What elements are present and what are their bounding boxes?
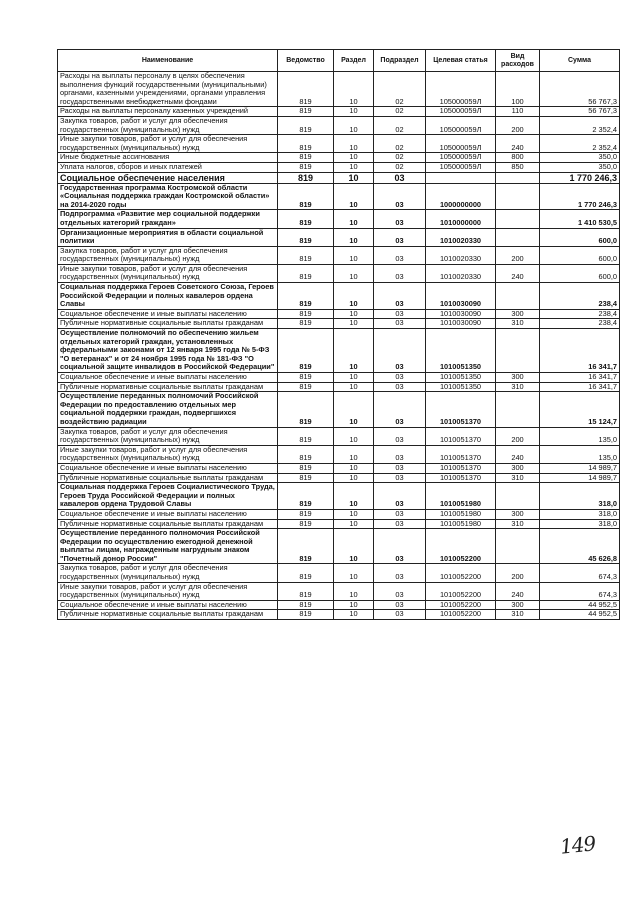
row-section: 10 <box>334 582 374 600</box>
row-department: 819 <box>278 309 334 319</box>
row-department: 819 <box>278 509 334 519</box>
row-amount: 45 626,8 <box>540 529 620 564</box>
row-target-item: 105000059Л <box>426 135 496 153</box>
row-name: Иные закупки товаров, работ и услуг для обеспечения государственных (муниципальных) нужд <box>58 445 278 463</box>
row-department: 819 <box>278 373 334 383</box>
row-subsection: 03 <box>374 529 426 564</box>
row-department: 819 <box>278 529 334 564</box>
row-target-item: 1000000000 <box>426 183 496 210</box>
table-row <box>58 373 620 383</box>
table-row <box>58 509 620 519</box>
row-name: Организационные мероприятия в области социальной политики <box>58 228 278 246</box>
row-section: 10 <box>334 610 374 620</box>
row-section: 10 <box>334 445 374 463</box>
row-subsection: 02 <box>374 107 426 117</box>
row-name: Иные закупки товаров, работ и услуг для обеспечения государственных (муниципальных) нужд <box>58 264 278 282</box>
row-target-item: 1010051370 <box>426 392 496 427</box>
table-row <box>58 610 620 620</box>
table-row <box>58 153 620 163</box>
row-section: 10 <box>334 329 374 373</box>
row-target-item: 1010052200 <box>426 610 496 620</box>
row-expense-type: 310 <box>496 319 540 329</box>
row-subsection: 03 <box>374 210 426 228</box>
row-department: 819 <box>278 72 334 107</box>
row-amount: 238,4 <box>540 283 620 310</box>
row-target-item: 105000059Л <box>426 72 496 107</box>
row-expense-type <box>496 172 540 183</box>
row-target-item: 1010051370 <box>426 427 496 445</box>
header-subsection: Подраздел <box>374 50 426 72</box>
row-name: Осуществление полномочий по обеспечению жильем отдельных категорий граждан, установленных федеральными законами от 12 января 1995 года № 5-ФЗ "О ветеранах" и от 24 ноября 1995 года № 181-ФЗ "О социальной защите инвалидов в Российской Федерации" <box>58 329 278 373</box>
row-amount: 2 352,4 <box>540 116 620 134</box>
row-name: Социальное обеспечение и иные выплаты населению <box>58 600 278 610</box>
header-name: Наименование <box>58 50 278 72</box>
row-target-item: 1010051350 <box>426 373 496 383</box>
row-amount: 350,0 <box>540 162 620 172</box>
row-section: 10 <box>334 210 374 228</box>
row-section: 10 <box>334 564 374 582</box>
row-expense-type: 300 <box>496 309 540 319</box>
row-amount: 44 952,5 <box>540 600 620 610</box>
row-name: Закупка товаров, работ и услуг для обеспечения государственных (муниципальных) нужд <box>58 427 278 445</box>
row-expense-type: 240 <box>496 445 540 463</box>
row-target-item: 105000059Л <box>426 153 496 163</box>
header-expense-type: Вид расходов <box>496 50 540 72</box>
row-department: 819 <box>278 210 334 228</box>
row-section: 10 <box>334 72 374 107</box>
row-section: 10 <box>334 319 374 329</box>
table-row <box>58 445 620 463</box>
table-row <box>58 135 620 153</box>
row-target-item: 1010051350 <box>426 329 496 373</box>
row-department: 819 <box>278 610 334 620</box>
row-amount: 238,4 <box>540 309 620 319</box>
row-target-item: 1010020330 <box>426 246 496 264</box>
row-department: 819 <box>278 264 334 282</box>
row-department: 819 <box>278 582 334 600</box>
row-name: Социальная поддержка Героев Социалистического Труда, Героев Труда Российской Федерации и полных кавалеров ордена Трудовой Славы <box>58 483 278 510</box>
table-row <box>58 228 620 246</box>
row-amount: 600,0 <box>540 246 620 264</box>
row-department: 819 <box>278 107 334 117</box>
row-expense-type: 850 <box>496 162 540 172</box>
row-section: 10 <box>334 183 374 210</box>
row-section: 10 <box>334 172 374 183</box>
row-target-item: 1010051980 <box>426 509 496 519</box>
row-expense-type: 110 <box>496 107 540 117</box>
row-amount: 135,0 <box>540 445 620 463</box>
table-row <box>58 483 620 510</box>
row-amount: 674,3 <box>540 564 620 582</box>
table-row <box>58 162 620 172</box>
row-subsection: 03 <box>374 319 426 329</box>
row-target-item: 105000059Л <box>426 162 496 172</box>
row-name: Закупка товаров, работ и услуг для обеспечения государственных (муниципальных) нужд <box>58 116 278 134</box>
row-subsection: 03 <box>374 564 426 582</box>
row-expense-type: 200 <box>496 564 540 582</box>
table-row <box>58 72 620 107</box>
row-department: 819 <box>278 283 334 310</box>
row-subsection: 03 <box>374 246 426 264</box>
row-expense-type: 240 <box>496 264 540 282</box>
row-section: 10 <box>334 473 374 483</box>
row-section: 10 <box>334 309 374 319</box>
row-target-item: 1010030090 <box>426 283 496 310</box>
row-name: Публичные нормативные социальные выплаты гражданам <box>58 610 278 620</box>
row-department: 819 <box>278 162 334 172</box>
row-amount: 318,0 <box>540 519 620 529</box>
row-section: 10 <box>334 392 374 427</box>
row-subsection: 02 <box>374 116 426 134</box>
row-name: Осуществление переданного полномочия Российской Федерации по осуществлению ежегодной денежной выплаты лицам, награжденным нагрудным знаком "Почетный донор России" <box>58 529 278 564</box>
row-expense-type <box>496 210 540 228</box>
row-department: 819 <box>278 564 334 582</box>
row-name: Уплата налогов, сборов и иных платежей <box>58 162 278 172</box>
row-department: 819 <box>278 600 334 610</box>
row-section: 10 <box>334 153 374 163</box>
row-amount: 16 341,7 <box>540 373 620 383</box>
row-section: 10 <box>334 135 374 153</box>
row-section: 10 <box>334 483 374 510</box>
row-amount: 56 767,3 <box>540 72 620 107</box>
row-department: 819 <box>278 228 334 246</box>
row-department: 819 <box>278 519 334 529</box>
row-amount: 318,0 <box>540 509 620 519</box>
row-target-item: 105000059Л <box>426 116 496 134</box>
header-amount: Сумма <box>540 50 620 72</box>
table-row <box>58 283 620 310</box>
row-expense-type: 300 <box>496 373 540 383</box>
row-expense-type <box>496 529 540 564</box>
row-subsection: 02 <box>374 153 426 163</box>
row-amount: 350,0 <box>540 153 620 163</box>
row-name: Иные закупки товаров, работ и услуг для обеспечения государственных (муниципальных) нужд <box>58 135 278 153</box>
row-name: Иные бюджетные ассигнования <box>58 153 278 163</box>
row-expense-type: 240 <box>496 135 540 153</box>
row-amount: 16 341,7 <box>540 382 620 392</box>
row-subsection: 03 <box>374 582 426 600</box>
row-subsection: 03 <box>374 427 426 445</box>
row-target-item: 105000059Л <box>426 107 496 117</box>
row-name: Закупка товаров, работ и услуг для обеспечения государственных (муниципальных) нужд <box>58 246 278 264</box>
row-name: Подпрограмма «Развитие мер социальной поддержки отдельных категорий граждан» <box>58 210 278 228</box>
row-amount: 318,0 <box>540 483 620 510</box>
row-expense-type: 310 <box>496 382 540 392</box>
row-name: Публичные нормативные социальные выплаты гражданам <box>58 382 278 392</box>
row-amount: 1 770 246,3 <box>540 172 620 183</box>
row-section: 10 <box>334 373 374 383</box>
table-row <box>58 519 620 529</box>
row-expense-type <box>496 183 540 210</box>
table-row <box>58 382 620 392</box>
row-section: 10 <box>334 600 374 610</box>
row-expense-type: 200 <box>496 246 540 264</box>
row-subsection: 03 <box>374 509 426 519</box>
table-row <box>58 473 620 483</box>
table-row <box>58 246 620 264</box>
row-name: Закупка товаров, работ и услуг для обеспечения государственных (муниципальных) нужд <box>58 564 278 582</box>
budget-table <box>57 49 620 620</box>
row-name: Социальное обеспечение и иные выплаты населению <box>58 463 278 473</box>
row-expense-type: 100 <box>496 72 540 107</box>
row-subsection: 03 <box>374 519 426 529</box>
row-department: 819 <box>278 153 334 163</box>
row-expense-type <box>496 283 540 310</box>
table-row <box>58 319 620 329</box>
row-target-item: 1010051370 <box>426 463 496 473</box>
row-target-item: 1010052200 <box>426 564 496 582</box>
row-section: 10 <box>334 264 374 282</box>
table-row <box>58 309 620 319</box>
row-subsection: 03 <box>374 610 426 620</box>
row-target-item: 1010000000 <box>426 210 496 228</box>
row-amount: 135,0 <box>540 427 620 445</box>
row-department: 819 <box>278 445 334 463</box>
row-section: 10 <box>334 162 374 172</box>
row-subsection: 03 <box>374 329 426 373</box>
row-amount: 2 352,4 <box>540 135 620 153</box>
row-target-item: 1010051350 <box>426 382 496 392</box>
row-target-item: 1010020330 <box>426 264 496 282</box>
row-department: 819 <box>278 183 334 210</box>
table-row <box>58 600 620 610</box>
row-target-item: 1010051370 <box>426 445 496 463</box>
row-section: 10 <box>334 107 374 117</box>
row-subsection: 03 <box>374 183 426 210</box>
row-subsection: 02 <box>374 72 426 107</box>
row-expense-type: 310 <box>496 610 540 620</box>
row-name: Социальная поддержка Героев Советского Союза, Героев Российской Федерации и полных кавалеров ордена Славы <box>58 283 278 310</box>
row-name: Расходы на выплаты персоналу казенных учреждений <box>58 107 278 117</box>
header-target-item: Целевая статья <box>426 50 496 72</box>
row-name: Иные закупки товаров, работ и услуг для обеспечения государственных (муниципальных) нужд <box>58 582 278 600</box>
row-subsection: 03 <box>374 600 426 610</box>
row-expense-type <box>496 228 540 246</box>
row-department: 819 <box>278 473 334 483</box>
row-section: 10 <box>334 509 374 519</box>
row-section: 10 <box>334 382 374 392</box>
table-row <box>58 582 620 600</box>
row-section: 10 <box>334 519 374 529</box>
row-expense-type: 200 <box>496 116 540 134</box>
row-amount: 14 989,7 <box>540 463 620 473</box>
row-amount: 14 989,7 <box>540 473 620 483</box>
table-body <box>58 72 620 620</box>
row-subsection: 03 <box>374 228 426 246</box>
row-expense-type <box>496 392 540 427</box>
table-row <box>58 264 620 282</box>
row-name: Социальное обеспечение населения <box>58 172 278 183</box>
row-target-item: 1010052200 <box>426 529 496 564</box>
row-subsection: 03 <box>374 382 426 392</box>
row-amount: 600,0 <box>540 264 620 282</box>
row-section: 10 <box>334 228 374 246</box>
row-section: 10 <box>334 283 374 310</box>
row-target-item: 1010052200 <box>426 600 496 610</box>
row-department: 819 <box>278 382 334 392</box>
table-row <box>58 392 620 427</box>
row-section: 10 <box>334 529 374 564</box>
row-target-item: 1010051370 <box>426 473 496 483</box>
row-target-item: 1010051980 <box>426 483 496 510</box>
row-amount: 1 410 530,5 <box>540 210 620 228</box>
row-expense-type: 240 <box>496 582 540 600</box>
row-department: 819 <box>278 172 334 183</box>
table-row <box>58 116 620 134</box>
row-target-item: 1010020330 <box>426 228 496 246</box>
row-subsection: 03 <box>374 483 426 510</box>
row-name: Государственная программа Костромской области «Социальная поддержка граждан Костромской области» на 2014-2020 годы <box>58 183 278 210</box>
row-name: Публичные нормативные социальные выплаты гражданам <box>58 519 278 529</box>
table-row <box>58 463 620 473</box>
row-target-item: 1010030090 <box>426 309 496 319</box>
row-amount: 1 770 246,3 <box>540 183 620 210</box>
table-row <box>58 329 620 373</box>
row-subsection: 03 <box>374 373 426 383</box>
row-subsection: 03 <box>374 463 426 473</box>
row-subsection: 03 <box>374 445 426 463</box>
row-department: 819 <box>278 246 334 264</box>
row-subsection: 03 <box>374 283 426 310</box>
row-expense-type: 310 <box>496 473 540 483</box>
row-expense-type <box>496 483 540 510</box>
table-row <box>58 529 620 564</box>
table-header-row <box>58 50 620 72</box>
row-department: 819 <box>278 392 334 427</box>
row-amount: 15 124,7 <box>540 392 620 427</box>
row-subsection: 03 <box>374 473 426 483</box>
row-department: 819 <box>278 463 334 473</box>
row-name: Расходы на выплаты персоналу в целях обеспечения выполнения функций государственными (муниципальными) органами, казенными учреждениями, органами управления государственными внебюджетными фондами <box>58 72 278 107</box>
row-name: Социальное обеспечение и иные выплаты населению <box>58 309 278 319</box>
row-target-item: 1010030090 <box>426 319 496 329</box>
row-name: Публичные нормативные социальные выплаты гражданам <box>58 319 278 329</box>
row-department: 819 <box>278 483 334 510</box>
row-section: 10 <box>334 463 374 473</box>
row-expense-type <box>496 329 540 373</box>
row-name: Публичные нормативные социальные выплаты гражданам <box>58 473 278 483</box>
row-expense-type: 300 <box>496 600 540 610</box>
table-row <box>58 172 620 183</box>
row-name: Осуществление переданных полномочий Российской Федерации по предоставлению отдельных мер социальной поддержки граждан, подвергшихся воздействию радиации <box>58 392 278 427</box>
table-row <box>58 564 620 582</box>
row-amount: 44 952,5 <box>540 610 620 620</box>
budget-table-container <box>57 49 619 620</box>
row-expense-type: 300 <box>496 463 540 473</box>
row-expense-type: 300 <box>496 509 540 519</box>
row-section: 10 <box>334 427 374 445</box>
row-subsection: 02 <box>374 135 426 153</box>
row-amount: 674,3 <box>540 582 620 600</box>
row-name: Социальное обеспечение и иные выплаты населению <box>58 509 278 519</box>
page-number: 149 <box>558 831 597 859</box>
row-department: 819 <box>278 427 334 445</box>
table-row <box>58 427 620 445</box>
row-name: Социальное обеспечение и иные выплаты населению <box>58 373 278 383</box>
row-amount: 16 341,7 <box>540 329 620 373</box>
row-target-item: 1010051980 <box>426 519 496 529</box>
row-target-item <box>426 172 496 183</box>
row-subsection: 03 <box>374 264 426 282</box>
row-department: 819 <box>278 329 334 373</box>
row-target-item: 1010052200 <box>426 582 496 600</box>
row-department: 819 <box>278 135 334 153</box>
row-section: 10 <box>334 246 374 264</box>
row-subsection: 02 <box>374 162 426 172</box>
row-subsection: 03 <box>374 309 426 319</box>
table-row <box>58 183 620 210</box>
row-expense-type: 200 <box>496 427 540 445</box>
row-section: 10 <box>334 116 374 134</box>
row-department: 819 <box>278 319 334 329</box>
row-subsection: 03 <box>374 172 426 183</box>
table-row <box>58 210 620 228</box>
row-amount: 56 767,3 <box>540 107 620 117</box>
row-subsection: 03 <box>374 392 426 427</box>
row-expense-type: 310 <box>496 519 540 529</box>
table-row <box>58 107 620 117</box>
row-expense-type: 800 <box>496 153 540 163</box>
row-department: 819 <box>278 116 334 134</box>
header-department: Ведомство <box>278 50 334 72</box>
header-section: Раздел <box>334 50 374 72</box>
row-amount: 600,0 <box>540 228 620 246</box>
row-amount: 238,4 <box>540 319 620 329</box>
